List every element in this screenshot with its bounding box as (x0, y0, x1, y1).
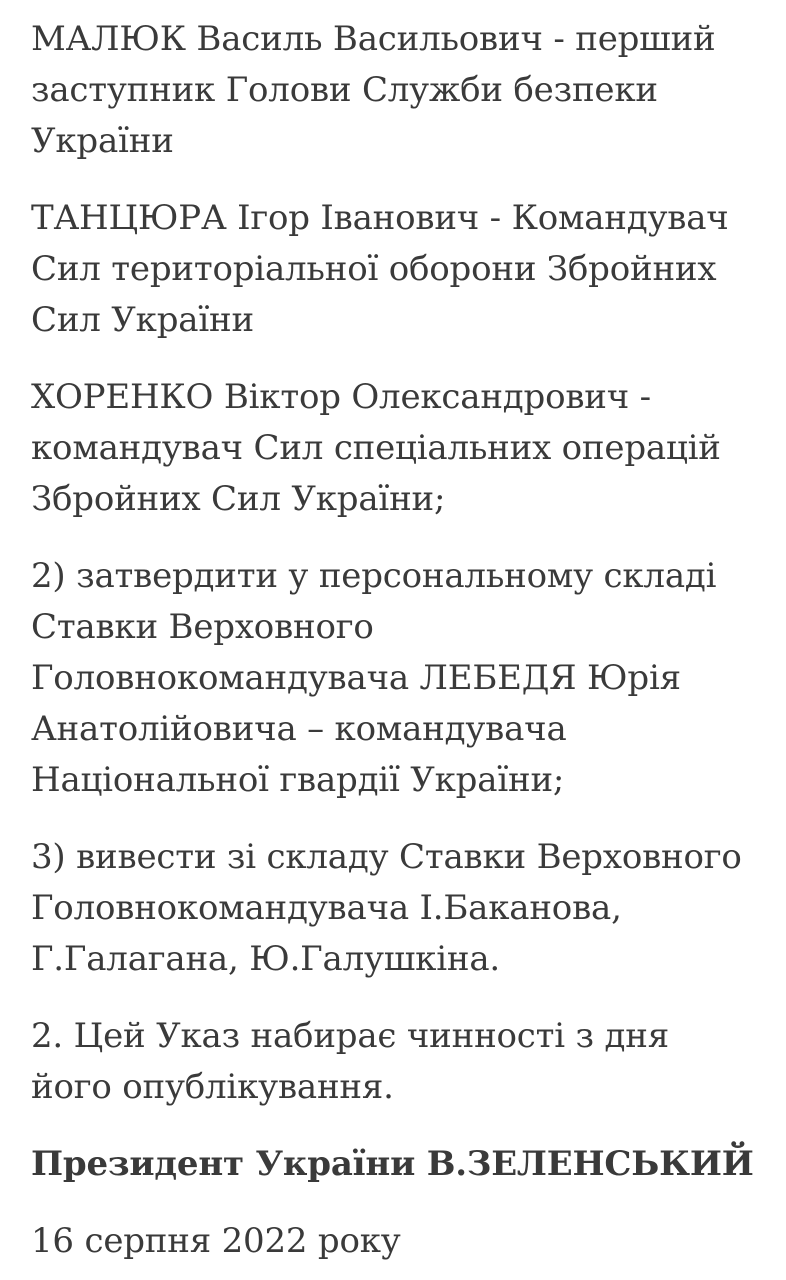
signature: Президент України В.ЗЕЛЕНСЬКИЙ (31, 1144, 754, 1184)
paragraph-tantsiura: ТАНЦЮРА Ігор Іванович - Командувач Сил територіальної оборони Збройних Сил України (31, 198, 729, 340)
paragraph-remove-members: 3) вивести зі складу Ставки Верховного Головнокомандувача І.Баканова, Г.Галагана, Ю.Галушкіна. (31, 837, 742, 979)
paragraph-maliuk: МАЛЮК Василь Васильович - перший заступник Голови Служби безпеки України (31, 19, 716, 161)
paragraph-entry-into-force: 2. Цей Указ набирає чинності з дня його опублікування. (31, 1016, 669, 1107)
date: 16 серпня 2022 року (31, 1221, 401, 1261)
paragraph-approve-lebid: 2) затвердити у персональному складі Ставки Верховного Головнокомандувача ЛЕБЕДЯ Юрія Анатолійовича – командувача Національної гвардії України; (31, 556, 717, 800)
paragraph-khorenko: ХОРЕНКО Віктор Олександрович - командувач Сил спеціальних операцій Збройних Сил України; (31, 377, 721, 519)
